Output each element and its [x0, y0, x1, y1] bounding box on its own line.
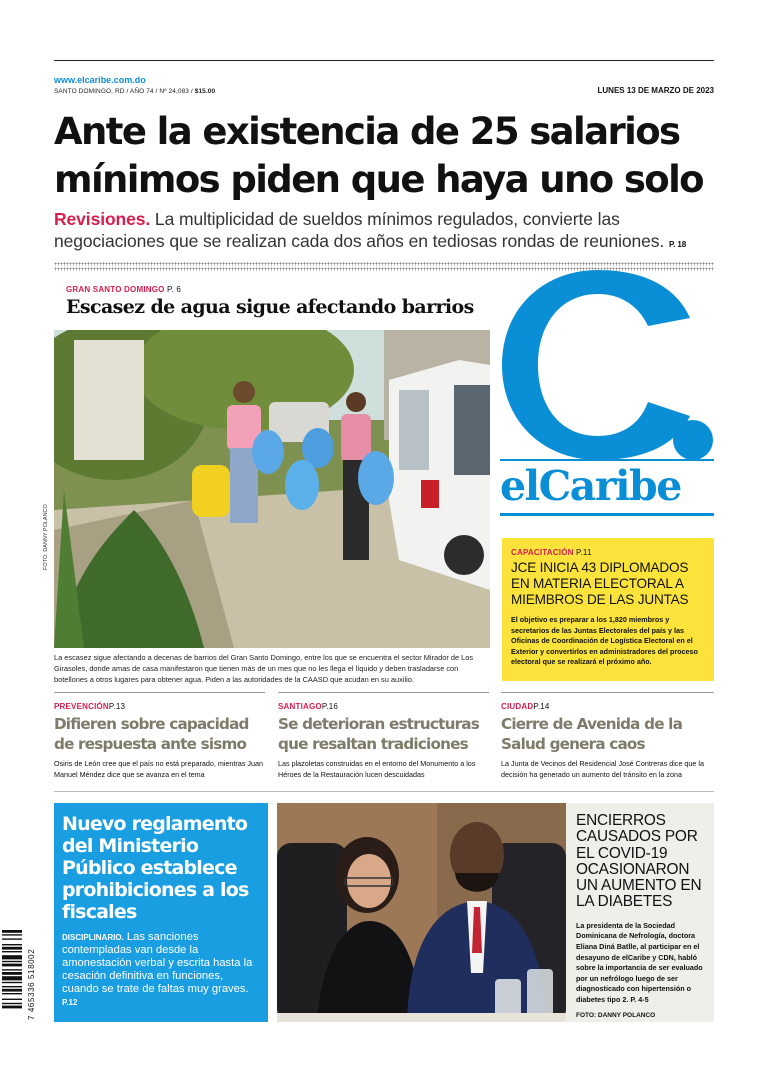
jce-section-tag — [511, 548, 705, 557]
jce-page-ref[interactable]: P.11 — [575, 548, 592, 557]
section-divider — [54, 791, 714, 792]
column-story[interactable] — [501, 702, 714, 780]
barcode-bar — [2, 938, 22, 939]
column-headline[interactable]: Se deterioran estructuras que resaltan tradiciones — [278, 715, 479, 753]
lead-text: La multiplicidad de sueldos mínimos regulados, convierte las negociaciones que se realizan cada dos años en tediosas rondas de reuniones. — [54, 209, 669, 251]
column-section-tag — [278, 702, 490, 711]
house-left — [74, 340, 144, 460]
top-rule — [54, 60, 714, 61]
woman-face — [347, 854, 391, 908]
water-jug — [252, 430, 284, 474]
water-section-tag — [66, 285, 181, 294]
barcode-bar — [2, 947, 22, 950]
dotted-divider — [54, 262, 714, 266]
barcode-bar — [2, 989, 22, 992]
table — [277, 1013, 566, 1022]
column-headline[interactable]: Cierre de Avenida de la Salud genera caos — [501, 715, 683, 753]
barcode-number: 7 465336 518002 — [27, 948, 36, 1020]
column-rule — [278, 692, 489, 693]
lead-kicker: Revisiones. — [54, 209, 151, 229]
diabetes-photo-credit: FOTO: DANNY POLANCO — [576, 1011, 656, 1019]
barcode-bar — [2, 969, 22, 970]
column-page-ref[interactable]: P.13 — [108, 702, 126, 711]
masthead-info — [54, 88, 215, 95]
water-jug — [358, 451, 394, 505]
yellow-jug — [192, 465, 230, 517]
elcaribe-logo-wordmark[interactable]: elCaribe — [500, 462, 681, 510]
lead-headline[interactable] — [54, 108, 724, 204]
barcode-bar — [2, 930, 22, 933]
van-window — [399, 390, 429, 470]
column-story[interactable] — [54, 702, 266, 780]
ministerio-box[interactable] — [54, 803, 268, 1022]
ministerio-kicker: DISCIPLINARIO. — [62, 933, 124, 942]
barcode-bar — [2, 976, 22, 980]
barcode-bar — [2, 961, 22, 962]
logo-c-letter — [502, 270, 690, 460]
logo-dot — [673, 420, 713, 460]
van-wheel — [444, 535, 484, 575]
jce-box[interactable] — [502, 538, 714, 681]
jce-headline[interactable]: JCE INICIA 43 DIPLOMADOS EN MATERIA ELECTORAL A MIEMBROS DE LAS JUNTAS — [511, 560, 689, 607]
column-section: SANTIAGO — [278, 702, 322, 711]
lead-headline-line2: mínimos piden que haya uno solo — [54, 158, 703, 201]
barcode-bar — [2, 951, 22, 952]
column-page-ref[interactable]: P.16 — [321, 702, 339, 711]
ministerio-text: Las sanciones contempladas van desde la amonestación verbal y escrita hasta la cesación definitiva en funciones, cuando se trate de faltas muy graves. — [62, 931, 253, 995]
woman1-head — [233, 381, 255, 403]
barcode-bar — [2, 1006, 22, 1009]
ministerio-page-ref[interactable]: P.12 — [62, 998, 78, 1007]
logo-bar-top — [500, 459, 714, 461]
barcode-bar — [2, 982, 22, 983]
van-taillight — [421, 480, 439, 508]
column-section-tag — [501, 702, 714, 711]
lead-page-ref[interactable]: P. 18 — [668, 240, 687, 249]
water-headline[interactable]: Escasez de agua sigue afectando barrios — [66, 296, 474, 318]
diabetes-photo — [277, 803, 566, 1022]
diabetes-photo-illustration — [277, 803, 566, 1022]
water-jug — [285, 460, 319, 510]
column-body: Osiris de León cree que el país no está preparado, mientras Juan Manuel Méndez dice que se avanza en el tema — [54, 759, 263, 779]
barcode — [2, 930, 22, 1022]
diabetes-box[interactable] — [566, 803, 714, 1022]
water-caption: La escasez sigue afectando a decenas de barrios del Gran Santo Domingo, entre los que se encuentra el sector Mirador de Los Girasoles, donde amas de casa manifestaron que tienen más de un mes que no les llega el líquido y deben trasladarse con botellones a otros lugares para obtener agua. Piden a las autoridades de la CAASD que acudan en su auxilio. — [54, 653, 474, 684]
column-section: PREVENCIÓN — [54, 702, 109, 711]
jce-body: El objetivo es preparar a los 1,820 miembros y secretarios de las Juntas Electorales del país y las Oficinas de Coordinación de Logística Electoral en el Exterior y convertirlos en administradores del proceso electoral que se realizará el próximo año. — [511, 615, 698, 666]
water-photo-illustration — [54, 330, 490, 648]
barcode-bar — [2, 986, 22, 987]
barcode-bar — [2, 972, 22, 975]
logo-bar-bottom — [500, 513, 714, 516]
diabetes-body-part1: La presidenta de la Sociedad Dominicana de Nefrología, doctora Eliana Diná Batlle, al participar en el desayuno de — [576, 920, 700, 962]
water-photo-credit: FOTO: DANNY POLANCO — [43, 504, 49, 570]
elcaribe-logo-mark[interactable] — [498, 270, 718, 460]
ministerio-body — [62, 931, 262, 1009]
diabetes-page-ref[interactable]: P. 4-5 — [630, 994, 649, 1004]
water-photo — [54, 330, 490, 648]
diabetes-body-part2: y CDN, habló sobre la importancia de ser evaluado por un nefrólogo luego de ser diagnosticado con hipertensión o diabetes tipo 2. — [576, 952, 703, 1004]
woman2-head — [346, 392, 366, 412]
column-rule — [501, 692, 714, 693]
van-window-rear — [454, 385, 490, 475]
lead-headline-line1: Ante la existencia de 25 salarios — [54, 110, 680, 153]
diabetes-body-brand: elCaribe — [621, 952, 651, 962]
diabetes-headline[interactable]: ENCIERROS CAUSADOS POR EL COVID-19 OCASIONARON UN AUMENTO EN LA DIABETES — [576, 812, 702, 911]
jce-section: CAPACITACIÓN — [511, 548, 574, 557]
water-section: GRAN SANTO DOMINGO — [66, 285, 165, 294]
column-story[interactable] — [278, 702, 490, 780]
water-glass — [495, 979, 521, 1017]
column-section: CIUDAD — [501, 702, 534, 711]
barcode-bar — [2, 955, 22, 959]
barcode-bar — [2, 999, 22, 1000]
column-rule — [54, 692, 265, 693]
column-body: La Junta de Vecinos del Residencial José Contreras dice que la decisión ha generado un aumento del tránsito en la zona — [501, 759, 704, 779]
site-url[interactable]: www.elcaribe.com.do — [54, 75, 146, 85]
column-section-tag — [54, 702, 266, 711]
column-body: Las plazoletas construidas en el entorno del Monumento a los Héroes de la Restauración lucen descuidadas — [278, 759, 476, 779]
barcode-bars — [2, 930, 22, 1008]
issue-date: LUNES 13 DE MARZO DE 2023 — [597, 86, 714, 95]
edition-info: SANTO DOMINGO, RD / AÑO 74 / Nº 24,083 / — [54, 88, 195, 95]
water-page-ref[interactable]: P. 6 — [167, 285, 182, 294]
woman2-shirt — [341, 414, 371, 462]
barcode-bar — [2, 964, 22, 967]
column-page-ref[interactable]: P.14 — [533, 702, 550, 711]
diabetes-body — [576, 921, 706, 1006]
price: $15.00 — [194, 88, 216, 95]
ministerio-headline[interactable]: Nuevo reglamento del Ministerio Público establece prohibiciones a los fiscales — [62, 813, 249, 923]
barcode-bar — [2, 1003, 22, 1004]
barcode-bar — [2, 934, 22, 935]
column-headline[interactable]: Difieren sobre capacidad de respuesta ante sismo — [54, 715, 249, 753]
barcode-bar — [2, 993, 22, 994]
barcode-bar — [2, 944, 22, 945]
water-glass — [527, 969, 553, 1017]
lead-summary — [54, 208, 714, 256]
